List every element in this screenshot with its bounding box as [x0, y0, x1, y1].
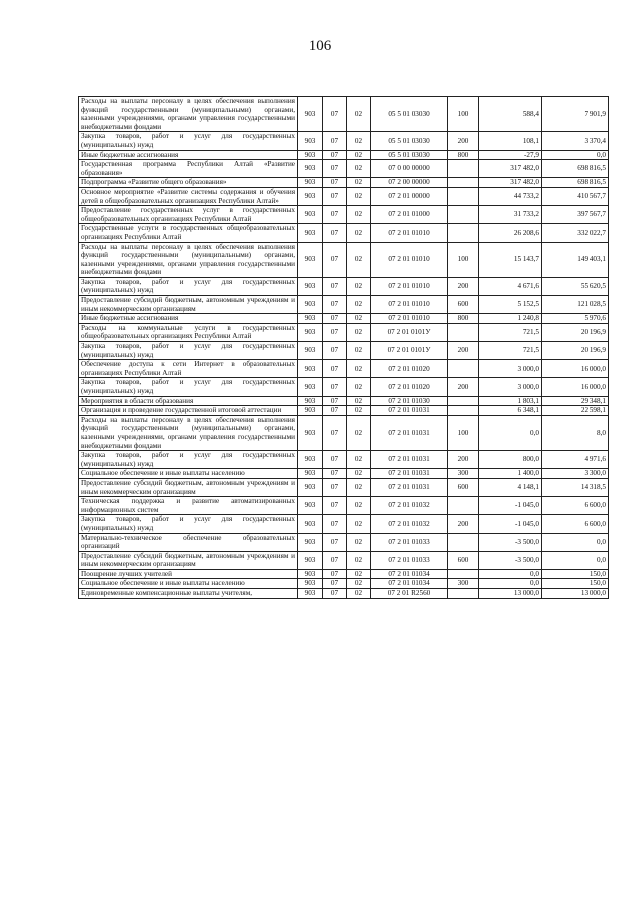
table-row: [79, 277, 609, 295]
row-target-article-cell: 07 2 01 01010: [371, 242, 448, 277]
row-amount-change-cell: 5 152,5: [479, 296, 542, 314]
row-code-cell: 903: [298, 589, 323, 599]
row-amount-change-cell: 6 348,1: [479, 406, 542, 416]
row-name-cell: Закупка товаров, работ и услуг для государственных (муниципальных) нужд: [79, 132, 298, 150]
row-target-article-cell: 07 2 01 01031: [371, 406, 448, 416]
row-amount-total-cell: 397 567,7: [542, 206, 609, 224]
row-amount-total-cell: 20 196,9: [542, 323, 609, 341]
row-subsection-cell: 02: [347, 242, 371, 277]
row-code-cell: 903: [298, 515, 323, 533]
row-expense-type-cell: 800: [448, 314, 479, 324]
row-expense-type-cell: [448, 160, 479, 178]
row-amount-total-cell: 3 370,4: [542, 132, 609, 150]
row-code-cell: 903: [298, 277, 323, 295]
row-target-article-cell: 07 2 01 01031: [371, 478, 448, 496]
row-name-cell: Мероприятия в области образования: [79, 396, 298, 406]
row-name-cell: Организация и проведение государственной итоговой аттестации: [79, 406, 298, 416]
row-code-cell: 903: [298, 469, 323, 479]
row-code-cell: 903: [298, 415, 323, 450]
row-expense-type-cell: 800: [448, 150, 479, 160]
row-subsection-cell: 02: [347, 478, 371, 496]
table-row: [79, 396, 609, 406]
row-section-cell: 07: [323, 296, 347, 314]
row-subsection-cell: 02: [347, 277, 371, 295]
row-code-cell: 903: [298, 132, 323, 150]
row-code-cell: 903: [298, 478, 323, 496]
row-amount-total-cell: 5 970,6: [542, 314, 609, 324]
row-code-cell: 903: [298, 323, 323, 341]
table-row: [79, 296, 609, 314]
table-row: [79, 187, 609, 205]
row-code-cell: 903: [298, 178, 323, 188]
row-expense-type-cell: [448, 224, 479, 242]
table-row: [79, 515, 609, 533]
table-row: [79, 478, 609, 496]
row-expense-type-cell: 200: [448, 515, 479, 533]
row-name-cell: Подпрограмма «Развитие общего образования»: [79, 178, 298, 188]
row-name-cell: Предоставление субсидий бюджетным, автономным учреждениям и иным некоммерческим организациям: [79, 478, 298, 496]
row-amount-total-cell: 149 403,1: [542, 242, 609, 277]
table-row: [79, 469, 609, 479]
row-subsection-cell: 02: [347, 396, 371, 406]
table-row: [79, 150, 609, 160]
row-amount-total-cell: 332 022,7: [542, 224, 609, 242]
row-code-cell: 903: [298, 187, 323, 205]
row-name-cell: Социальное обеспечение и иные выплаты населению: [79, 469, 298, 479]
row-target-article-cell: 07 2 01 01010: [371, 296, 448, 314]
row-amount-total-cell: 14 318,5: [542, 478, 609, 496]
row-target-article-cell: 07 2 01 01031: [371, 469, 448, 479]
row-target-article-cell: 07 2 01 01031: [371, 415, 448, 450]
table-row: [79, 160, 609, 178]
row-target-article-cell: 07 2 01 0101У: [371, 323, 448, 341]
table-row: [79, 206, 609, 224]
row-target-article-cell: 07 2 01 01030: [371, 396, 448, 406]
row-code-cell: 903: [298, 579, 323, 589]
row-amount-total-cell: 3 300,0: [542, 469, 609, 479]
row-section-cell: 07: [323, 469, 347, 479]
row-code-cell: 903: [298, 378, 323, 396]
row-code-cell: 903: [298, 97, 323, 132]
row-subsection-cell: 02: [347, 97, 371, 132]
row-code-cell: 903: [298, 533, 323, 551]
row-section-cell: 07: [323, 132, 347, 150]
row-name-cell: Социальное обеспечение и иные выплаты населению: [79, 579, 298, 589]
row-amount-total-cell: 6 600,0: [542, 497, 609, 515]
row-name-cell: Расходы на коммунальные услуги в государственных общеобразовательных организациях Республики Алтай: [79, 323, 298, 341]
row-code-cell: 903: [298, 206, 323, 224]
row-amount-change-cell: 4 671,6: [479, 277, 542, 295]
row-section-cell: 07: [323, 360, 347, 378]
row-amount-total-cell: 8,0: [542, 415, 609, 450]
row-subsection-cell: 02: [347, 360, 371, 378]
row-subsection-cell: 02: [347, 178, 371, 188]
row-target-article-cell: 07 2 01 01020: [371, 378, 448, 396]
row-expense-type-cell: 100: [448, 242, 479, 277]
row-amount-change-cell: 3 000,0: [479, 360, 542, 378]
row-amount-change-cell: 800,0: [479, 451, 542, 469]
row-expense-type-cell: 200: [448, 342, 479, 360]
row-amount-total-cell: 150,0: [542, 579, 609, 589]
row-name-cell: Закупка товаров, работ и услуг для государственных (муниципальных) нужд: [79, 515, 298, 533]
row-subsection-cell: 02: [347, 579, 371, 589]
row-amount-total-cell: 0,0: [542, 150, 609, 160]
row-expense-type-cell: [448, 323, 479, 341]
row-code-cell: 903: [298, 150, 323, 160]
row-expense-type-cell: [448, 178, 479, 188]
row-target-article-cell: 05 5 01 03030: [371, 132, 448, 150]
row-expense-type-cell: 200: [448, 451, 479, 469]
row-target-article-cell: 07 2 01 01033: [371, 551, 448, 569]
row-section-cell: 07: [323, 314, 347, 324]
row-name-cell: Обеспечение доступа к сети Интернет в образовательных организациях Республики Алтай: [79, 360, 298, 378]
row-code-cell: 903: [298, 242, 323, 277]
row-name-cell: Предоставление субсидий бюджетным, автономным учреждениям и иным некоммерческим организациям: [79, 551, 298, 569]
row-amount-change-cell: 1 400,0: [479, 469, 542, 479]
row-name-cell: Государственная программа Республики Алтай «Развитие образования»: [79, 160, 298, 178]
row-section-cell: 07: [323, 533, 347, 551]
row-amount-total-cell: 4 971,6: [542, 451, 609, 469]
table-row: [79, 314, 609, 324]
row-code-cell: 903: [298, 406, 323, 416]
row-expense-type-cell: 200: [448, 378, 479, 396]
row-amount-total-cell: 0,0: [542, 533, 609, 551]
row-target-article-cell: 07 0 00 00000: [371, 160, 448, 178]
row-amount-change-cell: 4 148,1: [479, 478, 542, 496]
row-amount-change-cell: -27,9: [479, 150, 542, 160]
row-section-cell: 07: [323, 569, 347, 579]
table-row: [79, 415, 609, 450]
row-name-cell: Иные бюджетные ассигнования: [79, 314, 298, 324]
row-amount-change-cell: 0,0: [479, 579, 542, 589]
row-amount-change-cell: 31 733,2: [479, 206, 542, 224]
row-code-cell: 903: [298, 314, 323, 324]
row-expense-type-cell: 200: [448, 132, 479, 150]
row-amount-total-cell: 13 000,0: [542, 589, 609, 599]
row-section-cell: 07: [323, 224, 347, 242]
row-code-cell: 903: [298, 451, 323, 469]
row-subsection-cell: 02: [347, 132, 371, 150]
row-code-cell: 903: [298, 551, 323, 569]
row-section-cell: 07: [323, 579, 347, 589]
row-expense-type-cell: 100: [448, 415, 479, 450]
row-expense-type-cell: [448, 497, 479, 515]
row-target-article-cell: 07 2 01 01033: [371, 533, 448, 551]
row-target-article-cell: 07 2 01 01034: [371, 569, 448, 579]
row-expense-type-cell: [448, 360, 479, 378]
row-code-cell: 903: [298, 296, 323, 314]
row-expense-type-cell: [448, 533, 479, 551]
row-section-cell: 07: [323, 178, 347, 188]
row-subsection-cell: 02: [347, 160, 371, 178]
row-name-cell: Расходы на выплаты персоналу в целях обеспечения выполнения функций государственными (муниципальными) органами, казенными учреждениями, органами управления государственными внебюджетными фондами: [79, 242, 298, 277]
row-target-article-cell: 07 2 01 01010: [371, 224, 448, 242]
row-target-article-cell: 07 2 01 0101У: [371, 342, 448, 360]
row-name-cell: Закупка товаров, работ и услуг для государственных (муниципальных) нужд: [79, 378, 298, 396]
row-amount-change-cell: 1 240,8: [479, 314, 542, 324]
row-amount-total-cell: 6 600,0: [542, 515, 609, 533]
row-name-cell: Закупка товаров, работ и услуг для государственных (муниципальных) нужд: [79, 277, 298, 295]
row-section-cell: 07: [323, 497, 347, 515]
row-amount-change-cell: 0,0: [479, 569, 542, 579]
row-amount-change-cell: 108,1: [479, 132, 542, 150]
row-section-cell: 07: [323, 451, 347, 469]
row-amount-change-cell: 0,0: [479, 415, 542, 450]
row-name-cell: Основное мероприятие «Развитие системы содержания и обучения детей в общеобразовательных организациях Республики Алтай»: [79, 187, 298, 205]
table-row: [79, 589, 609, 599]
row-amount-total-cell: 0,0: [542, 551, 609, 569]
row-amount-change-cell: 721,5: [479, 323, 542, 341]
row-expense-type-cell: 600: [448, 478, 479, 496]
row-subsection-cell: 02: [347, 296, 371, 314]
row-name-cell: Техническая поддержка и развитие автоматизированных информационных систем: [79, 497, 298, 515]
row-expense-type-cell: 200: [448, 277, 479, 295]
row-amount-change-cell: 588,4: [479, 97, 542, 132]
table-row: [79, 360, 609, 378]
page-number: 106: [308, 38, 332, 54]
table-row: [79, 224, 609, 242]
row-target-article-cell: 07 2 01 01034: [371, 579, 448, 589]
row-subsection-cell: 02: [347, 533, 371, 551]
table-row: [79, 378, 609, 396]
row-subsection-cell: 02: [347, 314, 371, 324]
row-amount-change-cell: 3 000,0: [479, 378, 542, 396]
row-section-cell: 07: [323, 97, 347, 132]
table-row: [79, 533, 609, 551]
row-section-cell: 07: [323, 277, 347, 295]
row-amount-total-cell: 410 567,7: [542, 187, 609, 205]
row-expense-type-cell: 600: [448, 296, 479, 314]
row-section-cell: 07: [323, 160, 347, 178]
row-target-article-cell: 07 2 01 01010: [371, 314, 448, 324]
row-code-cell: 903: [298, 360, 323, 378]
row-amount-change-cell: 13 000,0: [479, 589, 542, 599]
row-subsection-cell: 02: [347, 569, 371, 579]
row-amount-total-cell: 121 028,5: [542, 296, 609, 314]
row-section-cell: 07: [323, 150, 347, 160]
row-target-article-cell: 07 2 01 01031: [371, 451, 448, 469]
row-amount-change-cell: 317 482,0: [479, 160, 542, 178]
table-row: [79, 579, 609, 589]
row-amount-change-cell: -3 500,0: [479, 551, 542, 569]
row-subsection-cell: 02: [347, 589, 371, 599]
row-subsection-cell: 02: [347, 469, 371, 479]
row-amount-total-cell: 698 816,5: [542, 160, 609, 178]
row-subsection-cell: 02: [347, 378, 371, 396]
row-expense-type-cell: 600: [448, 551, 479, 569]
row-subsection-cell: 02: [347, 497, 371, 515]
row-target-article-cell: 07 2 01 01010: [371, 277, 448, 295]
row-amount-change-cell: 26 208,6: [479, 224, 542, 242]
row-amount-total-cell: 16 000,0: [542, 360, 609, 378]
row-amount-total-cell: 29 348,1: [542, 396, 609, 406]
row-section-cell: 07: [323, 515, 347, 533]
row-name-cell: Государственные услуги в государственных общеобразовательных организациях Республики Алтай: [79, 224, 298, 242]
table-row: [79, 97, 609, 132]
row-target-article-cell: 05 5 01 03030: [371, 97, 448, 132]
row-target-article-cell: 05 5 01 03030: [371, 150, 448, 160]
row-expense-type-cell: [448, 396, 479, 406]
table-row: [79, 551, 609, 569]
row-section-cell: 07: [323, 242, 347, 277]
row-code-cell: 903: [298, 224, 323, 242]
row-target-article-cell: 07 2 01 R2560: [371, 589, 448, 599]
table-row: [79, 178, 609, 188]
table-row: [79, 323, 609, 341]
row-target-article-cell: 07 2 01 01000: [371, 206, 448, 224]
row-target-article-cell: 07 2 00 00000: [371, 178, 448, 188]
row-expense-type-cell: 300: [448, 579, 479, 589]
row-subsection-cell: 02: [347, 406, 371, 416]
row-amount-total-cell: 698 816,5: [542, 178, 609, 188]
row-subsection-cell: 02: [347, 150, 371, 160]
row-subsection-cell: 02: [347, 415, 371, 450]
row-section-cell: 07: [323, 478, 347, 496]
row-amount-total-cell: 22 598,1: [542, 406, 609, 416]
row-expense-type-cell: 100: [448, 97, 479, 132]
row-name-cell: Поощрение лучших учителей: [79, 569, 298, 579]
table-row: [79, 406, 609, 416]
table-row: [79, 132, 609, 150]
table-row: [79, 569, 609, 579]
row-code-cell: 903: [298, 497, 323, 515]
row-amount-total-cell: 20 196,9: [542, 342, 609, 360]
table-row: [79, 451, 609, 469]
row-expense-type-cell: [448, 589, 479, 599]
row-section-cell: 07: [323, 415, 347, 450]
row-amount-total-cell: 16 000,0: [542, 378, 609, 396]
row-amount-change-cell: -1 045,0: [479, 515, 542, 533]
row-target-article-cell: 07 2 01 01032: [371, 515, 448, 533]
row-amount-total-cell: 150,0: [542, 569, 609, 579]
row-amount-change-cell: -1 045,0: [479, 497, 542, 515]
row-section-cell: 07: [323, 342, 347, 360]
table-row: [79, 342, 609, 360]
row-name-cell: Расходы на выплаты персоналу в целях обеспечения выполнения функций государственными (муниципальными) органами, казенными учреждениями, органами управления государственными внебюджетными фондами: [79, 97, 298, 132]
row-section-cell: 07: [323, 206, 347, 224]
row-code-cell: 903: [298, 396, 323, 406]
row-name-cell: Иные бюджетные ассигнования: [79, 150, 298, 160]
row-section-cell: 07: [323, 187, 347, 205]
row-amount-change-cell: -3 500,0: [479, 533, 542, 551]
row-name-cell: Материально-техническое обеспечение образовательных организаций: [79, 533, 298, 551]
row-name-cell: Закупка товаров, работ и услуг для государственных (муниципальных) нужд: [79, 342, 298, 360]
row-target-article-cell: 07 2 01 01032: [371, 497, 448, 515]
row-target-article-cell: 07 2 01 00000: [371, 187, 448, 205]
row-section-cell: 07: [323, 551, 347, 569]
budget-table-body: [79, 97, 609, 599]
row-subsection-cell: 02: [347, 551, 371, 569]
row-name-cell: Единовременные компенсационные выплаты учителям,: [79, 589, 298, 599]
row-subsection-cell: 02: [347, 323, 371, 341]
row-subsection-cell: 02: [347, 342, 371, 360]
row-expense-type-cell: [448, 206, 479, 224]
row-expense-type-cell: [448, 406, 479, 416]
row-subsection-cell: 02: [347, 451, 371, 469]
row-amount-change-cell: 1 803,1: [479, 396, 542, 406]
row-subsection-cell: 02: [347, 206, 371, 224]
budget-table: [78, 96, 609, 599]
row-amount-change-cell: 317 482,0: [479, 178, 542, 188]
table-row: [79, 242, 609, 277]
row-code-cell: 903: [298, 342, 323, 360]
row-name-cell: Предоставление субсидий бюджетным, автономным учреждениям и иным некоммерческим организациям: [79, 296, 298, 314]
row-target-article-cell: 07 2 01 01020: [371, 360, 448, 378]
row-amount-change-cell: 15 143,7: [479, 242, 542, 277]
table-row: [79, 497, 609, 515]
row-amount-total-cell: 7 901,9: [542, 97, 609, 132]
row-name-cell: Предоставление государственных услуг в государственных общеобразовательных организациях Республики Алтай: [79, 206, 298, 224]
row-expense-type-cell: [448, 187, 479, 205]
row-name-cell: Расходы на выплаты персоналу в целях обеспечения выполнения функций государственными (муниципальными) органами, казенными учреждениями, органами управления государственными внебюджетными фондами: [79, 415, 298, 450]
row-section-cell: 07: [323, 406, 347, 416]
row-amount-total-cell: 55 620,5: [542, 277, 609, 295]
row-expense-type-cell: [448, 569, 479, 579]
row-code-cell: 903: [298, 160, 323, 178]
row-section-cell: 07: [323, 378, 347, 396]
row-name-cell: Закупка товаров, работ и услуг для государственных (муниципальных) нужд: [79, 451, 298, 469]
row-amount-change-cell: 721,5: [479, 342, 542, 360]
row-subsection-cell: 02: [347, 515, 371, 533]
row-expense-type-cell: 300: [448, 469, 479, 479]
row-section-cell: 07: [323, 396, 347, 406]
row-subsection-cell: 02: [347, 187, 371, 205]
row-subsection-cell: 02: [347, 224, 371, 242]
row-code-cell: 903: [298, 569, 323, 579]
row-amount-change-cell: 44 733,2: [479, 187, 542, 205]
row-section-cell: 07: [323, 589, 347, 599]
row-section-cell: 07: [323, 323, 347, 341]
